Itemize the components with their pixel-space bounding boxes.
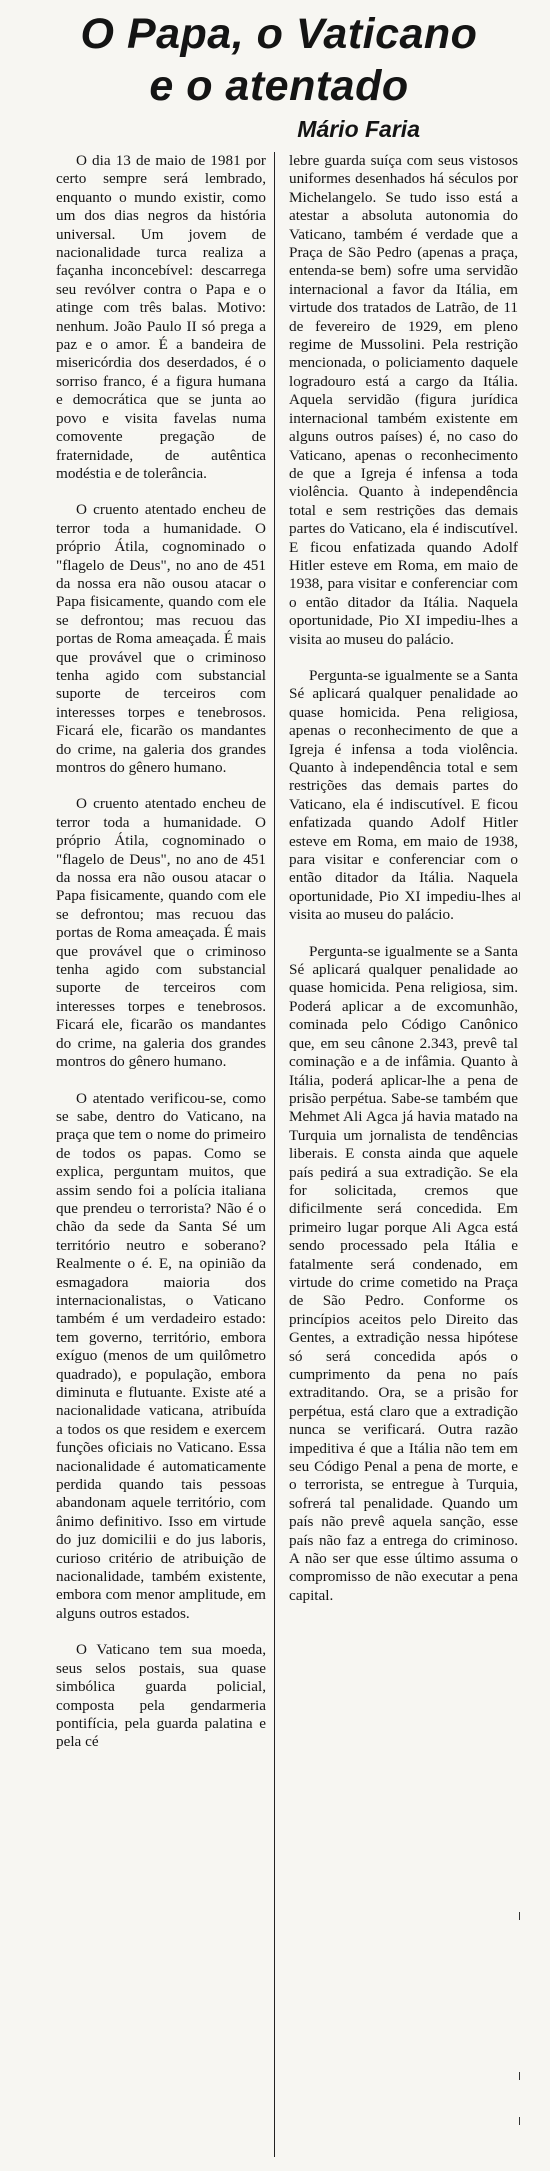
paragraph: Pergunta-se igualmente se a Santa Sé aplicará qualquer penalidade ao quase homicida. Pena religiosa, apenas o reconhecimento de que a Igreja é infensa a toda violência. Quanto à independência total e sem restrições das demais partes do Vaticano, ela é indiscutível. E ficou enfatizada quando Adolf Hitler esteve em Roma, em maio de 1938, para visitar e conferenciar com o então ditador da Itália. Naquela oportunidade, Pio XI impediu-lhes a visita ao museu do palácio. <box>289 666 518 924</box>
left-column <box>18 152 274 2157</box>
byline: Mário Faria <box>297 116 420 142</box>
paragraph: O cruento atentado encheu de terror toda a humanidade. O próprio Átila, cognominado o "flagelo de Deus", no ano de 451 da nossa era não ousou atacar o Papa fisicamente, quando com ele se defrontou; mas recuou das portas de Roma ameaçada. É mais que provável que o criminoso tenha agido com substancial suporte de terceiros com interesses torpes e tenebrosos. Ficará ele, ficarão os mandantes do crime, na galeria dos grandes montros do gênero humano. <box>56 501 266 776</box>
margin-tick <box>519 2117 521 2125</box>
paragraph: O cruento atentado encheu de terror toda a humanidade. O próprio Átila, cognominado o "flagelo de Deus", no ano de 451 da nossa era não ousou atacar o Papa fisicamente, quando com ele se defrontou; mas recuou das portas de Roma ameaçada. É mais que provável que o criminoso tenha agido com substancial suporte de terceiros com interesses torpes e tenebrosos. Ficará ele, ficarão os mandantes do crime, na galeria dos grandes montros do gênero humano. <box>56 795 266 1071</box>
margin-tick <box>519 1912 521 1920</box>
headline <box>18 8 540 112</box>
headline-line-2: e o atentado <box>149 62 409 110</box>
paragraph: O atentado verificou-se, como se sabe, dentro do Vaticano, na praça que tem o nome do primeiro de todos os papas. Como se explica, perguntam muitos, que assim sendo foi a polícia italiana que prendeu o terrorista? Não é o chão da sede da Santa Sé um território neutro e soberano? Realmente o é. E, na opinião da esmagadora maioria dos internacionalistas, o Vaticano também é um verdadeiro estado: tem governo, território, embora exíguo (menos de um quilômetro quadrado), e população, embora diminuta e flutuante. Existe até a nacionalidade vaticana, atribuída a todos os que residem e exercem funções oficiais no Vaticano. Essa nacionalidade é automaticamente perdida quando tais pessoas abandonam aquele território, com ânimo definitivo. Isso em virtude do juz domicilii e do jus laboris, curioso critério de atribuição de nacionalidade, também existente, embora com menor amplitude, em alguns outros estados. <box>56 1089 266 1622</box>
paragraph: O dia 13 de maio de 1981 por certo sempre será lembrado, enquanto o mundo existir, como um dos dias negros da história universal. Um jovem de nacionalidade turca realiza a façanha inconcebível: descarrega seu revólver contra o Papa e o atinge com três balas. Motivo: nenhum. João Paulo II só prega a paz e o amor. É a bandeira de misericórdia dos deserdados, é o sorriso franco, é a figura humana e democrática que se junta ao povo e visita favelas numa comovente pregação de fraternidade, de autêntica modéstia e de tolerância. <box>56 152 266 482</box>
margin-tick <box>519 892 521 900</box>
right-column <box>274 152 532 2157</box>
headline-line-1: O Papa, o Vaticano <box>80 10 478 58</box>
paragraph: Pergunta-se igualmente se a Santa Sé aplicará qualquer penalidade ao quase homicida. Pena religiosa, sim. Poderá aplicar a de excomunhão, cominada pelo Código Canônico que, em seu cânone 2.343, prevê tal cominação e a de infâmia. Quanto à Itália, poderá aplicar-lhe a pena de prisão perpétua. Sabe-se também que Mehmet Ali Agca já havia matado na Turquia um jornalista de tendências liberais. E consta ainda que aquele país pedirá a sua extradição. Se ela for solicitada, cremos que dificilmente será concedida. Em primeiro lugar porque Ali Agca está sendo processado pela Itália e fatalmente será condenado, em virtude do crime cometido na Praça de São Pedro. Conforme os princípios aceitos pelo Direito das Gentes, a extradição nessa hipótese só será concedida após o cumprimento da pena no país extraditando. Ora, se a prisão for perpétua, está claro que a extradição nunca se verificará. Outra razão impeditiva é que a Itália não tem em seu Código Penal a pena de morte, e o terrorista, se entregue à Turquia, sofrerá tal penalidade. Quando um país não prevê aquela sanção, esse país não faz a entrega do criminoso. A não ser que esse último assuma o compromisso de não executar a pena capital. <box>289 942 518 1604</box>
paragraph: lebre guarda suíça com seus vistosos uniformes desenhados há séculos por Michelangelo. Se tudo isso está a atestar a absoluta autonomia do Vaticano, também é verdade que a Praça de São Pedro (apenas a praça, entenda-se bem) sofre uma servidão internacional a favor da Itália, em virtude dos tratados de Latrão, de 11 de fevereiro de 1929, em pleno regime de Mussolini. Pela restrição mencionada, o policiamento daquele logradouro está a cargo da Itália. Aquela servidão (figura jurídica internacional também existente em alguns outros países) é, no caso do Vaticano, apenas o reconhecimento de que a Igreja é infensa a toda violência. Quanto à independência total e sem restrições das demais partes do Vaticano, ela é indiscutível. E ficou enfatizada quando Adolf Hitler esteve em Roma, em maio de 1938, para visitar e conferenciar com o então ditador da Itália. Naquela oportunidade, Pio XI impediu-lhes a visita ao museu do palácio. <box>289 152 518 648</box>
article-body <box>18 152 540 2157</box>
margin-ticks <box>512 892 520 2157</box>
paragraph: O Vaticano tem sua moeda, seus selos postais, sua quase simbólica guarda policial, composta pela gendarmeria pontifícia, pela guarda palatina e pela cé <box>56 1641 266 1751</box>
margin-tick <box>519 2072 521 2080</box>
